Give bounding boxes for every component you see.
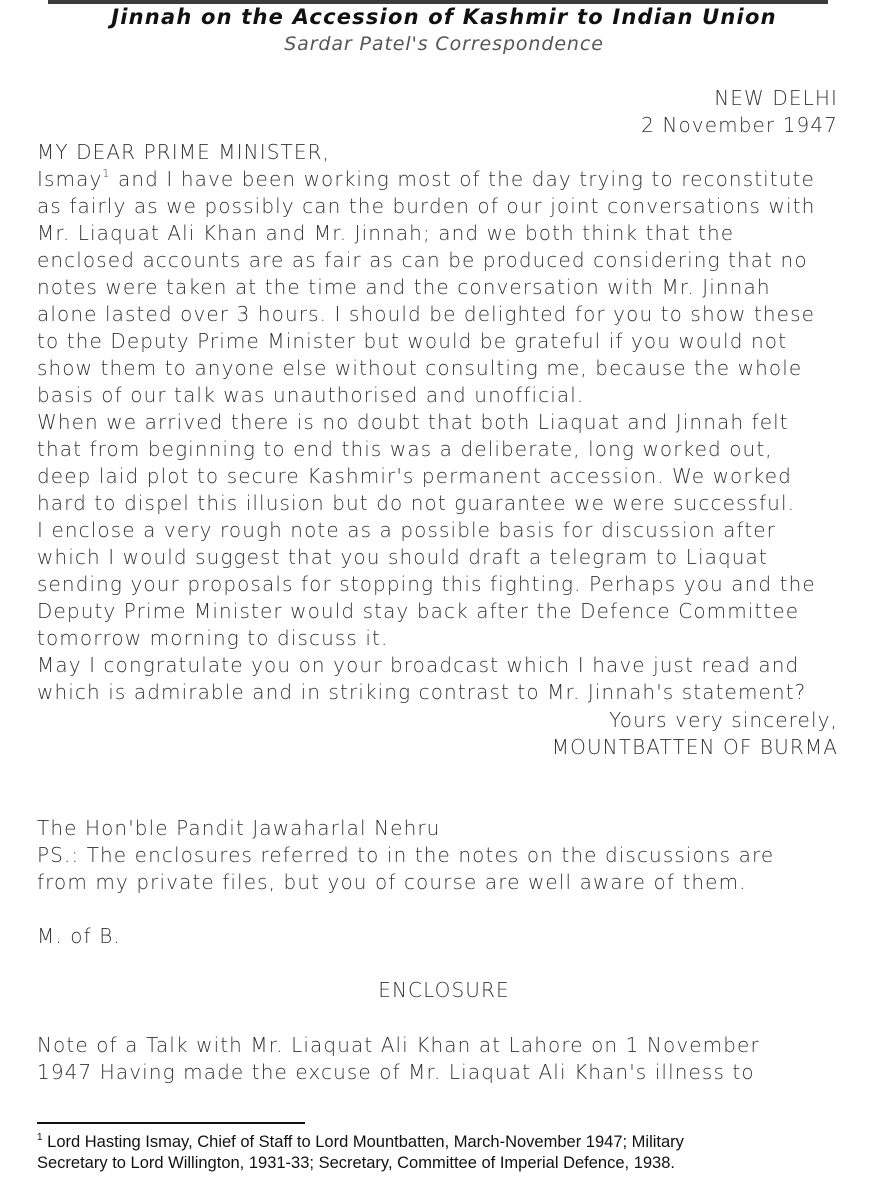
paragraph-line [37, 166, 837, 193]
letter-dateline [37, 85, 838, 139]
enclosure-line: Note of a Talk with Mr. Liaquat Ali Khan at Lahore on 1 November [37, 1033, 760, 1057]
letter-signature: MOUNTBATTEN OF BURMA [551, 735, 838, 759]
paragraph-line-text: and I have been working most of the day trying to reconstitute [110, 167, 815, 191]
paragraph-line: show them to anyone else without consulting me, because the whole [37, 356, 803, 380]
paragraph-line: notes were taken at the time and the conversation with Mr. Jinnah [37, 275, 771, 299]
paragraph-line: sending your proposals for stopping this fighting. Perhaps you and the [37, 572, 816, 596]
enclosure-line: 1947 Having made the excuse of Mr. Liaquat Ali Khan's illness to [37, 1060, 755, 1084]
letter-place: NEW DELHI [714, 86, 838, 110]
footnote [37, 1132, 857, 1174]
paragraph-line: Mr. Liaquat Ali Khan and Mr. Jinnah; and we both think that the [37, 221, 735, 245]
paragraph-line: May I congratulate you on your broadcast which I have just read and [37, 653, 800, 677]
letter-date: 2 November 1947 [641, 113, 838, 137]
paragraph-first-word: Ismay [37, 167, 103, 191]
paragraph-line: basis of our talk was unauthorised and unofficial. [37, 383, 585, 407]
paragraph-line: When we arrived there is no doubt that both Liaquat and Jinnah felt [37, 410, 789, 434]
paragraph-line: deep laid plot to secure Kashmir's permanent accession. We worked [37, 464, 792, 488]
paragraph-line: as fairly as we possibly can the burden of our joint conversations with [37, 194, 816, 218]
paragraph-line: to the Deputy Prime Minister but would be grateful if you would not [37, 329, 788, 353]
paragraph-line: Deputy Prime Minister would stay back after the Defence Committee [37, 599, 800, 623]
enclosure-heading: ENCLOSURE [378, 978, 510, 1002]
postscript-line: from my private files, but you of course are well aware of them. [37, 870, 747, 894]
paragraph-line: I enclose a very rough note as a possible basis for discussion after [37, 518, 776, 542]
letter-postscript [37, 815, 837, 896]
letter-initials: M. of B. [37, 924, 121, 948]
letter-closing: Yours very sincerely, [609, 708, 838, 732]
postscript-line: PS.: The enclosures referred to in the notes on the discussions are [37, 843, 775, 867]
letter-addressee: The Hon'ble Pandit Jawaharlal Nehru [37, 816, 441, 840]
paragraph-line: tomorrow morning to discuss it. [37, 626, 389, 650]
footnote-line [37, 1132, 857, 1153]
letter-salutation: MY DEAR PRIME MINISTER, [37, 140, 331, 164]
paragraph-line: which is admirable and in striking contrast to Mr. Jinnah's statement? [37, 680, 807, 704]
footnote-line-text: Lord Hasting Ismay, Chief of Staff to Lord Mountbatten, March-November 1947; Military [42, 1133, 684, 1151]
enclosure-note [37, 1032, 837, 1086]
paragraph-line: which I would suggest that you should draft a telegram to Liaquat [37, 545, 768, 569]
document-title: Jinnah on the Accession of Kashmir to Indian Union [111, 5, 777, 29]
letter-signoff [37, 707, 838, 761]
paragraph-line: hard to dispel this illusion but do not guarantee we were successful. [37, 491, 796, 515]
footnote-divider [37, 1122, 305, 1124]
letter-body [37, 139, 837, 706]
footnote-number: 1 [37, 1132, 43, 1143]
document-subtitle: Sardar Patel's Correspondence [284, 33, 604, 55]
paragraph-line: alone lasted over 3 hours. I should be delighted for you to show these [37, 302, 816, 326]
footnote-line: Secretary to Lord Willington, 1931-33; Secretary, Committee of Imperial Defence, 1938. [37, 1154, 675, 1172]
footnote-reference: 1 [102, 167, 111, 180]
paragraph-line: enclosed accounts are as fair as can be produced considering that no [37, 248, 808, 272]
paragraph-line: that from beginning to end this was a deliberate, long worked out, [37, 437, 773, 461]
